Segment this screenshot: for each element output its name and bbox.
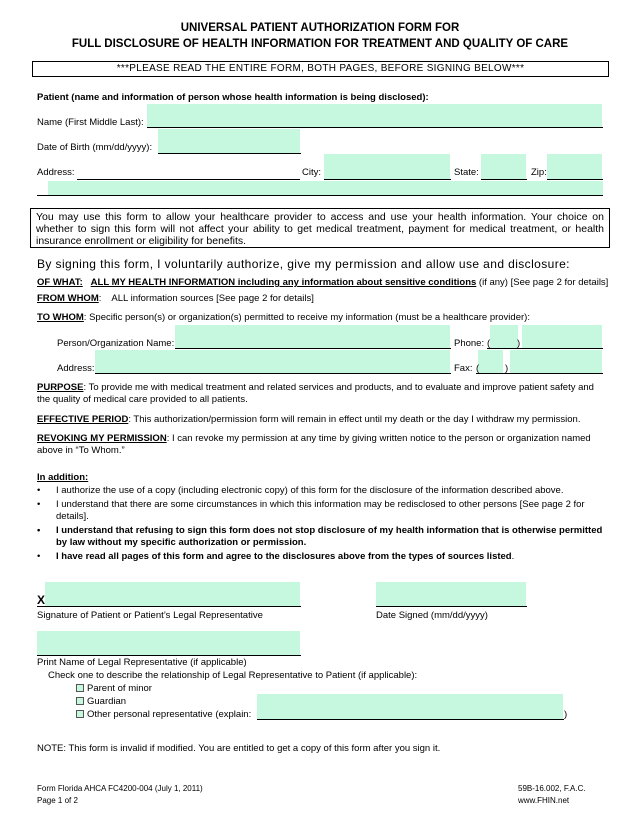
effective-period-label: EFFECTIVE PERIOD: [37, 414, 129, 425]
invalid-if-modified-note: NOTE: This form is invalid if modified. You are entitled to get a copy of this form after you sign it.: [37, 743, 441, 754]
patient-address-line2-field[interactable]: [48, 181, 603, 195]
zip-field[interactable]: [547, 154, 602, 179]
purpose-text: : To provide me with medical treatment and related services and products, and to evaluate and improve patient safety and the quality of medical care provided to all patients.: [37, 382, 594, 405]
to-whom-label: TO WHOM: [37, 312, 84, 323]
of-what-line: [37, 277, 608, 289]
bullet4-bold-text: I have read all pages of this form and agree to the disclosures above from the types of sources listed: [56, 551, 512, 562]
city-label: City:: [302, 167, 321, 178]
phone-paren-close: ): [517, 338, 521, 349]
revoking-paragraph: [37, 433, 603, 457]
date-signed-label: Date Signed (mm/dd/yyyy): [376, 610, 488, 621]
org-name-line: [175, 348, 451, 349]
from-whom-text: : ALL information sources [See page 2 for details]: [98, 293, 314, 304]
patient-name-field[interactable]: [147, 104, 602, 127]
bullet4-end: .: [511, 551, 515, 562]
dob-line: [158, 153, 301, 154]
fax-line: [476, 373, 603, 374]
city-line: [324, 179, 451, 180]
other-explain-line: [257, 719, 564, 720]
dob-label: Date of Birth (mm/dd/yyyy):: [37, 142, 153, 153]
list-item: • I understand that refusing to sign this form does not stop disclosure of my health information that is otherwise permitted by law without my specific authorization or permission.: [37, 525, 603, 549]
phone-number-field[interactable]: [522, 325, 602, 348]
other-explain-field[interactable]: [257, 694, 563, 719]
fax-paren-open: (: [476, 363, 480, 374]
patient-name-label: Name (First Middle Last):: [37, 117, 144, 128]
fax-number-field[interactable]: [510, 350, 602, 373]
in-addition-heading: In addition:: [37, 472, 89, 483]
of-what-suffix: (if any) [See page 2 for details]: [476, 277, 609, 288]
fax-label: Fax:: [454, 363, 473, 374]
other-explain-close-paren: ): [564, 709, 568, 720]
parent-of-minor-checkbox[interactable]: [76, 684, 84, 692]
other-representative-checkbox[interactable]: [76, 710, 84, 718]
dob-field[interactable]: [158, 129, 300, 153]
signature-x-mark: X: [37, 593, 46, 607]
phone-paren-open: (: [487, 338, 491, 349]
effective-period-paragraph: [37, 414, 603, 426]
option-guardian-row: [76, 696, 126, 708]
org-address-line: [95, 373, 451, 374]
print-name-label: Print Name of Legal Representative (if applicable): [37, 657, 247, 668]
relationship-prompt: Check one to describe the relationship of Legal Representative to Patient (if applicable):: [48, 670, 418, 681]
phone-area-code-field[interactable]: [490, 325, 521, 349]
date-signed-field[interactable]: [376, 582, 526, 606]
list-item: • I understand that there are some circumstances in which this information may be redisclosed to other persons [See page 2 for details].: [37, 499, 603, 523]
print-name-line: [37, 655, 301, 656]
phone-label: Phone:: [454, 338, 485, 349]
org-address-label: Address:: [57, 363, 95, 374]
form-title-line2: FULL DISCLOSURE OF HEALTH INFORMATION FOR TREATMENT AND QUALITY OF CARE: [71, 38, 569, 50]
phone-line: [487, 348, 603, 349]
city-field[interactable]: [324, 154, 450, 179]
org-address-field[interactable]: [95, 350, 450, 373]
zip-label: Zip:: [531, 167, 547, 178]
effective-period-text: : This authorization/permission form will remain in effect until my death or the day I withdraw my permission.: [128, 414, 581, 425]
parent-of-minor-label: Parent of minor: [87, 683, 152, 694]
signing-statement: By signing this form, I voluntarily authorize, give my permission and allow use and disclosure:: [37, 257, 570, 271]
signature-label: Signature of Patient or Patient’s Legal Representative: [37, 610, 263, 621]
patient-address-line: [77, 179, 300, 180]
other-representative-label: Other personal representative (explain:: [87, 709, 252, 720]
guardian-checkbox[interactable]: [76, 697, 84, 705]
list-item: • I authorize the use of a copy (including electronic copy) of this form for the disclosure of the information described above.: [37, 485, 603, 497]
org-name-field[interactable]: [175, 325, 450, 348]
state-field[interactable]: [481, 154, 526, 179]
voluntary-notice-box: You may use this form to allow your healthcare provider to access and use your health information. Your choice on whether to sign this form will not affect your ability to get medical treatment, payment for medical treatment, or health insurance enrollment or eligibility for benefits.: [30, 208, 610, 248]
patient-address-label: Address:: [37, 167, 75, 178]
form-title-line1: UNIVERSAL PATIENT AUTHORIZATION FORM FOR: [180, 22, 460, 34]
footer-page-number: Page 1 of 2: [37, 796, 78, 805]
signature-field[interactable]: [45, 582, 300, 606]
of-what-text: ALL MY HEALTH INFORMATION including any information about sensitive conditions: [90, 277, 477, 288]
in-addition-list: [37, 485, 603, 565]
revoking-label: REVOKING MY PERMISSION: [37, 433, 167, 444]
state-label: State:: [454, 167, 479, 178]
to-whom-text: : Specific person(s) or organization(s) permitted to receive my information (must be a healthcare provider):: [83, 312, 530, 323]
revoking-text: : I can revoke my permission at any time by giving written notice to the person or organization named above in “To Whom.”: [37, 433, 591, 456]
of-what-label: OF WHAT:: [37, 277, 83, 288]
from-whom-label: FROM WHOM: [37, 293, 99, 304]
footer-rule: 59B-16.002, F.A.C.: [518, 784, 586, 793]
from-whom-line: [37, 293, 314, 305]
print-name-field[interactable]: [37, 631, 300, 655]
date-signed-line: [376, 606, 527, 607]
purpose-paragraph: [37, 382, 603, 406]
fax-paren-close: ): [505, 363, 509, 374]
patient-address-line2: [37, 195, 603, 196]
fax-area-code-field[interactable]: [478, 350, 503, 373]
to-whom-line: [37, 312, 530, 324]
option-parent-row: [76, 683, 152, 695]
patient-name-line: [147, 127, 603, 128]
signature-line: [37, 606, 301, 607]
footer-form-id: Form Florida AHCA FC4200-004 (July 1, 2011): [37, 784, 203, 793]
zip-line: [547, 179, 603, 180]
org-name-label: Person/Organization Name:: [57, 338, 175, 349]
purpose-label: PURPOSE: [37, 382, 84, 393]
state-line: [481, 179, 527, 180]
option-other-row: [76, 709, 251, 721]
patient-heading: Patient (name and information of person whose health information is being disclosed):: [37, 92, 429, 103]
list-item: [37, 551, 603, 563]
guardian-label: Guardian: [87, 696, 127, 707]
read-entire-form-banner: ***PLEASE READ THE ENTIRE FORM, BOTH PAGES, BEFORE SIGNING BELOW***: [32, 61, 609, 77]
footer-website: www.FHIN.net: [518, 796, 570, 805]
